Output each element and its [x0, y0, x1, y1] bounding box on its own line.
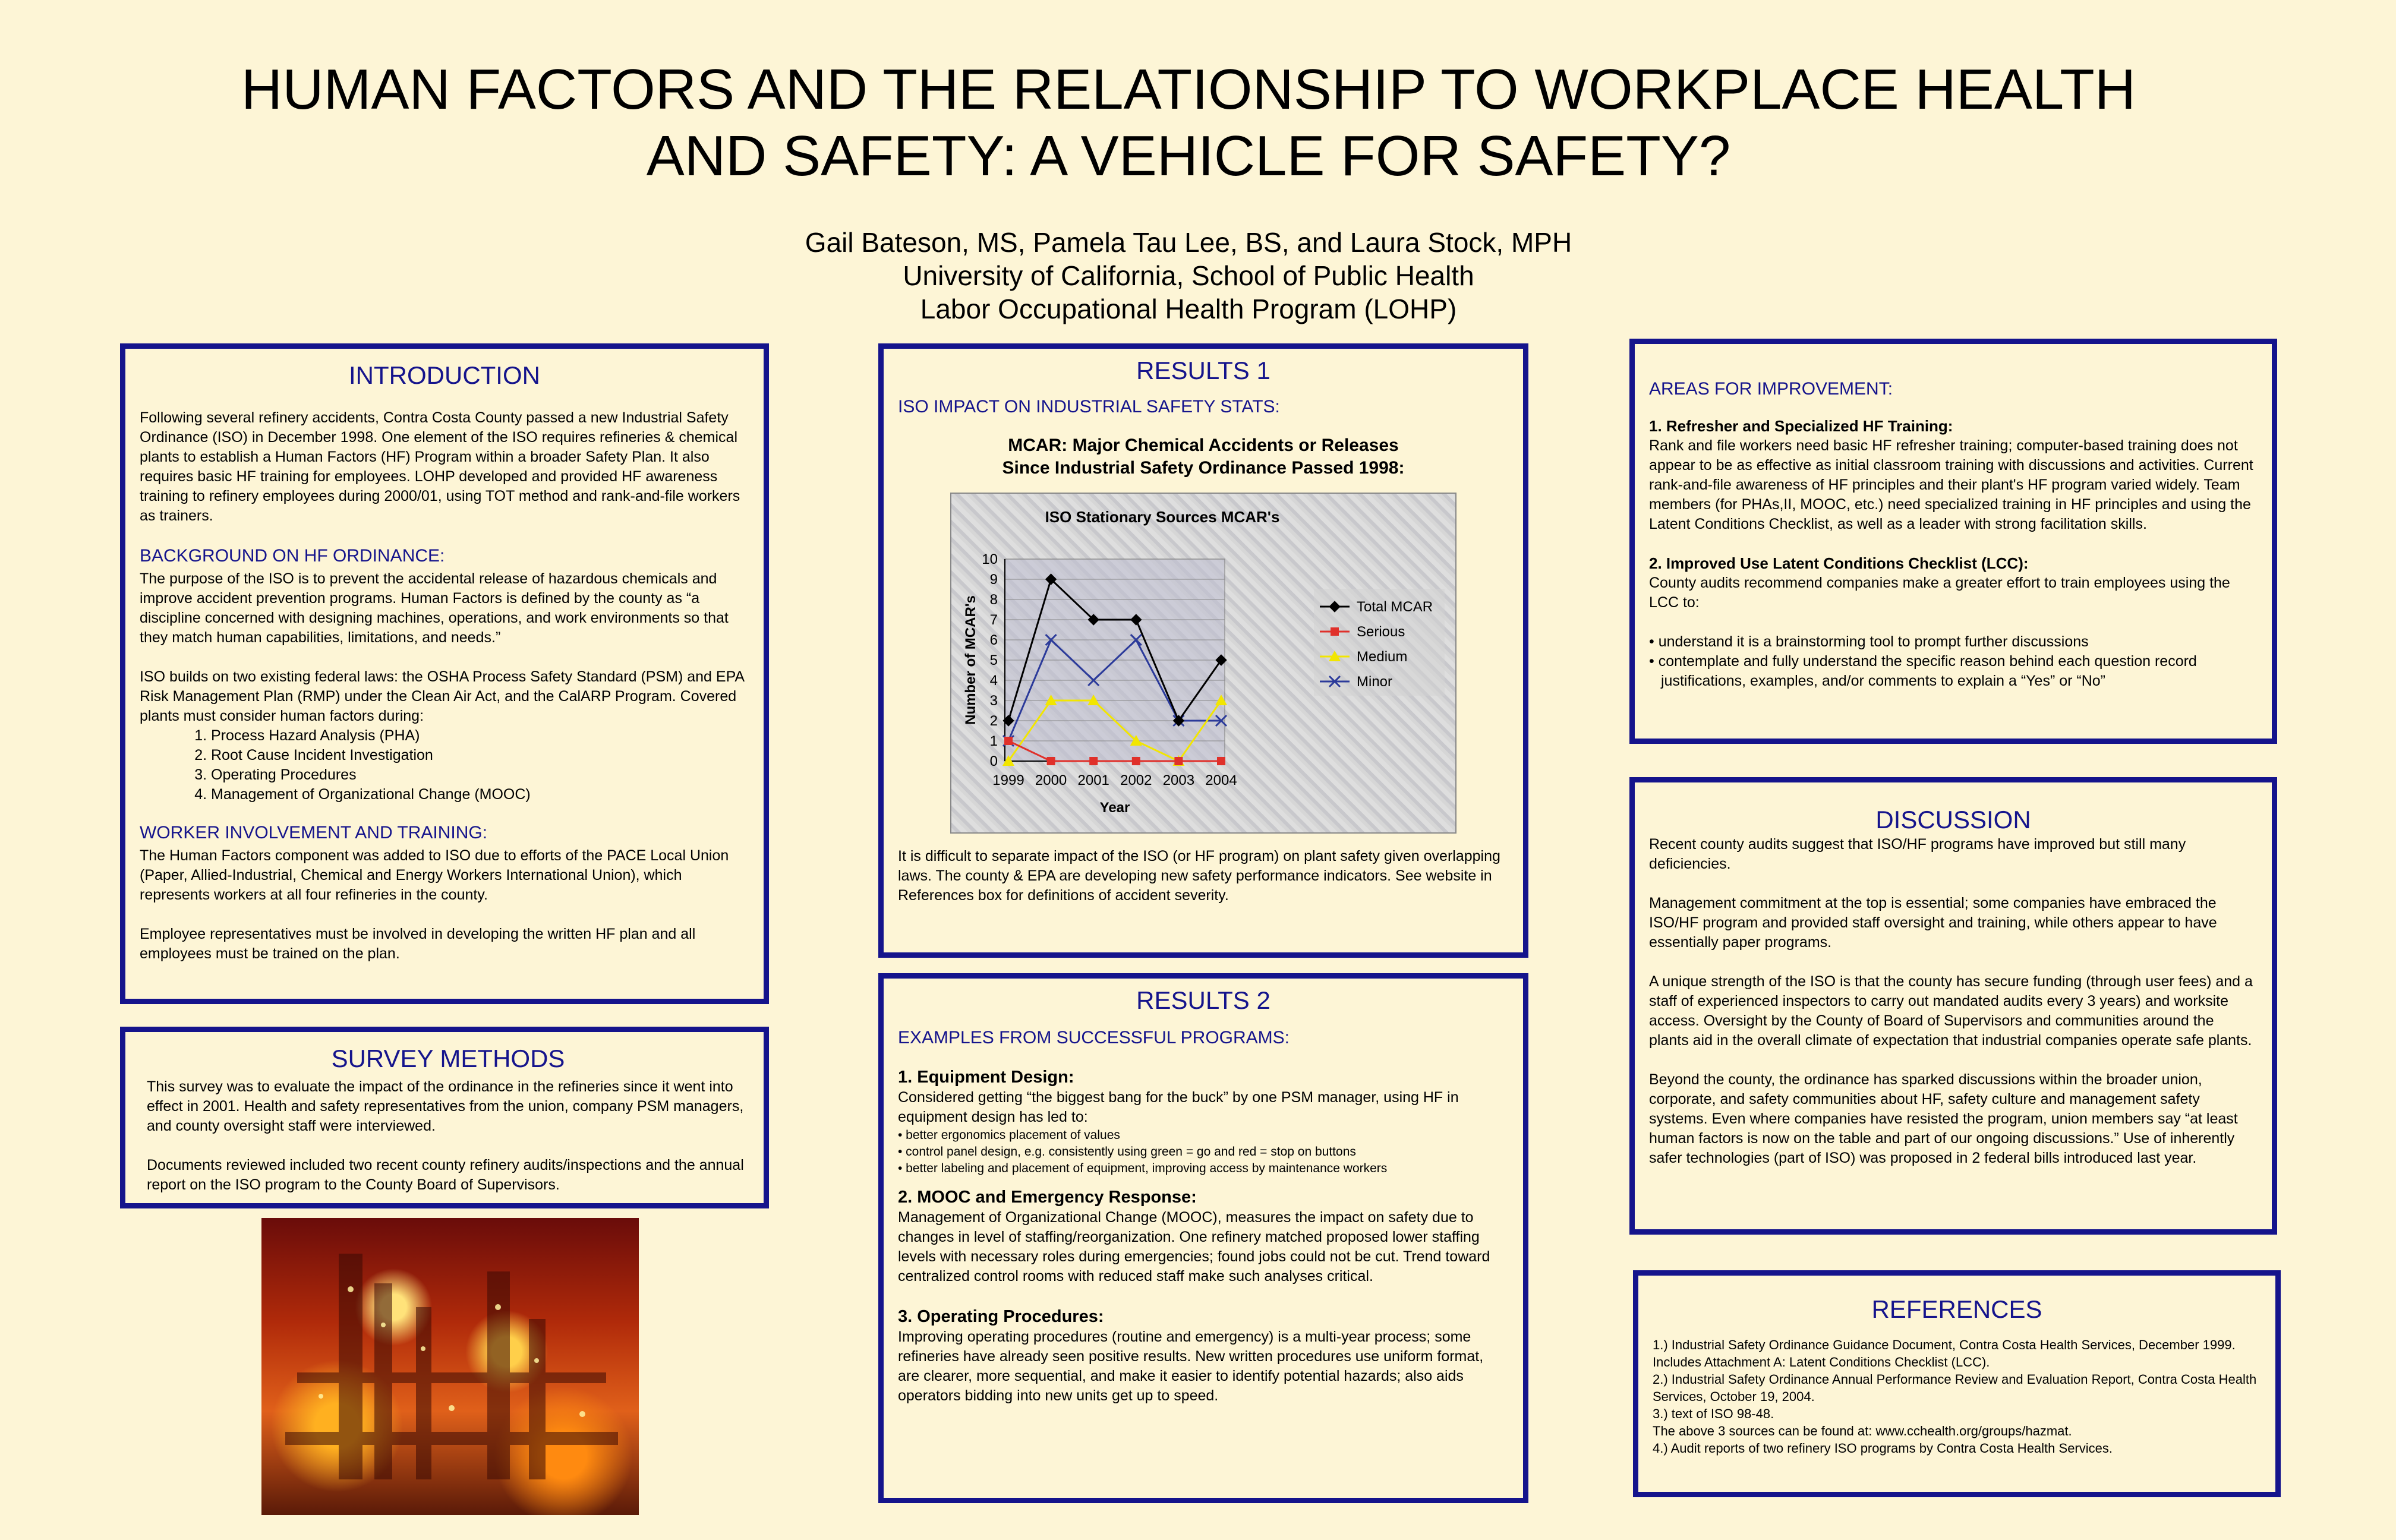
discussion-title: DISCUSSION [1875, 806, 2031, 834]
refinery-silhouette-icon [261, 1218, 639, 1515]
y-tick-label: 2 [989, 713, 998, 729]
list-item: • better labeling and placement of equipment, improving access by maintenance workers [898, 1162, 1388, 1175]
y-tick-label: 6 [989, 632, 998, 648]
refinery-photo [261, 1218, 639, 1515]
reference-2: 2.) Industrial Safety Ordinance Annual Performance Review and Evaluation Report, Contra Costa Health Services, October 19, 2004. [1653, 1372, 2257, 1404]
data-point-serious [1004, 737, 1013, 745]
reference-4: 4.) Audit reports of two refinery ISO programs by Contra Costa Health Services. [1653, 1441, 2113, 1456]
operating-procedures-text: Improving operating procedures (routine and emergency) is a multi-year process; some refineries have already seen positive results. New written procedures use uniform format, are clearer, more sequential, and make it easier to identify potential hazards; also aids operators bidding into new units get up to speed. [898, 1328, 1484, 1404]
affiliation-2: Labor Occupational Health Program (LOHP) [920, 294, 1457, 324]
title-line-2: AND SAFETY: A VEHICLE FOR SAFETY? [646, 124, 1731, 188]
y-tick-label: 5 [989, 652, 998, 668]
legend-label: Medium [1357, 649, 1408, 665]
legend-label: Serious [1357, 624, 1405, 640]
chart-heading [898, 434, 1509, 479]
results2-subheading: EXAMPLES FROM SUCCESSFUL PROGRAMS: [898, 1028, 1290, 1047]
introduction-title: INTRODUCTION [349, 361, 540, 389]
list-item: 1. Process Hazard Analysis (PHA) [211, 726, 749, 746]
x-tick-label: 1999 [992, 772, 1024, 788]
discussion-para-1: Recent county audits suggest that ISO/HF programs have improved but still many deficiencies. [1649, 836, 2186, 872]
chart-area [950, 493, 1456, 834]
data-point-serious [1174, 757, 1183, 765]
chart-heading-line-2: Since Industrial Safety Ordinance Passed 1998: [1002, 458, 1405, 478]
authors: Gail Bateson, MS, Pamela Tau Lee, BS, and Laura Stock, MPH [805, 227, 1572, 258]
survey-para-1: This survey was to evaluate the impact of the ordinance in the refineries since it went into effect in 2001. Health and safety representatives from the union, company PSM managers, and county oversight staff were interviewed. [147, 1078, 744, 1134]
author-block [594, 226, 1783, 326]
discussion-panel [1629, 777, 2277, 1235]
survey-panel [120, 1027, 769, 1208]
y-tick-label: 10 [982, 551, 998, 567]
improvement-title: AREAS FOR IMPROVEMENT: [1649, 379, 1893, 399]
y-tick-label: 8 [989, 592, 998, 608]
legend-label: Minor [1357, 674, 1393, 690]
results1-panel [878, 343, 1528, 958]
x-tick-label: 2002 [1120, 772, 1152, 788]
reference-1: 1.) Industrial Safety Ordinance Guidance Document, Contra Costa Health Services, December 1999. Includes Attachment A: Latent Conditions Checklist (LCC). [1653, 1337, 2236, 1369]
x-tick-label: 2004 [1205, 772, 1237, 788]
reference-sources-note: The above 3 sources can be found at: www.cchealth.org/groups/hazmat. [1653, 1424, 2072, 1438]
operating-procedures-heading: 3. Operating Procedures: [898, 1307, 1104, 1326]
lcc-text: County audits recommend companies make a greater effort to train employees using the LCC to: [1649, 575, 2230, 611]
discussion-para-4: Beyond the county, the ordinance has sparked discussions within the broader union, corporate, and safety communities about HF, safety culture and management safety systems. Even where companies have resisted the program, union members say “at least human factors is now on the table and part of our ongoing discussions.” Use of inherently safer technologies (part of ISO) was proposed in 2 federal bills introduced last year. [1649, 1071, 2238, 1166]
y-tick-label: 9 [989, 572, 998, 588]
legend-marker [1331, 627, 1339, 636]
y-tick-label: 0 [989, 753, 998, 769]
discussion-para-2: Management commitment at the top is essential; some companies have embraced the ISO/HF program and provided staff oversight and training, while others appear to have essentially paper programs. [1649, 895, 2217, 951]
equipment-design-text: Considered getting “the biggest bang for the buck” by one PSM manager, using HF in equipment design has led to: [898, 1089, 1459, 1125]
references-panel [1633, 1270, 2281, 1497]
list-item: • contemplate and fully understand the specific reason behind each question record justifications, examples, and/or comments to explain a “Yes” or “No” [1649, 653, 2197, 689]
data-point-serious [1217, 757, 1225, 765]
reference-3: 3.) text of ISO 98-48. [1653, 1406, 1774, 1421]
y-tick-label: 3 [989, 693, 998, 709]
worker-heading: WORKER INVOLVEMENT AND TRAINING: [140, 823, 488, 842]
y-axis-label: Number of MCAR's [963, 595, 979, 725]
list-item: • better ergonomics placement of values [898, 1128, 1120, 1142]
results2-panel [878, 973, 1528, 1503]
x-tick-label: 2000 [1035, 772, 1067, 788]
survey-title: SURVEY METHODS [331, 1044, 565, 1072]
data-point-serious [1132, 757, 1140, 765]
chart-title: ISO Stationary Sources MCAR's [1045, 508, 1280, 526]
mcar-line-chart [951, 494, 1455, 832]
introduction-para-3: ISO builds on two existing federal laws: the OSHA Process Safety Standard (PSM) and EPA Risk Management Plan (RMP) under the Clean Air Act, and the CalARP Program. Covered plants must consider human factors during: [140, 668, 744, 724]
title-line-1: HUMAN FACTORS AND THE RELATIONSHIP TO WORKPLACE HEALTH [241, 58, 2136, 121]
poster-title [119, 56, 2258, 190]
list-item: 2. Root Cause Incident Investigation [211, 746, 749, 765]
lcc-heading: 2. Improved Use Latent Conditions Checklist (LCC): [1649, 554, 2029, 572]
equipment-bullets [898, 1127, 1509, 1177]
legend-label: Total MCAR [1357, 599, 1433, 615]
introduction-panel [120, 343, 769, 1004]
introduction-para-1: Following several refinery accidents, Contra Costa County passed a new Industrial Safety Ordinance (ISO) in December 1998. One element of the ISO requires refineries & chemical plants to establish a Human Factors (HF) Program within a broader Safety Plan. It also requires basic HF training for employees. LOHP developed and provided HF awareness training to refinery employees during 2000/01, using TOT method and rank-and-file workers as trainers. [140, 409, 740, 524]
hf-list [140, 726, 749, 804]
mooc-heading: 2. MOOC and Emergency Response: [898, 1188, 1197, 1207]
list-item: 4. Management of Organizational Change (MOOC) [211, 785, 749, 804]
background-heading: BACKGROUND ON HF ORDINANCE: [140, 546, 445, 566]
survey-para-2: Documents reviewed included two recent county refinery audits/inspections and the annual report on the ISO program to the County Board of Supervisors. [147, 1157, 744, 1193]
results2-title: RESULTS 2 [1136, 986, 1270, 1014]
refresher-text: Rank and file workers need basic HF refresher training; computer-based training does not appear to be as effective as initial classroom training with discussions and activities. Current rank-and-file awareness of HF principles and their plant's HF program varied widely. Team members (for PHAs,II, MOOC, etc.) need specialized training in HF principles and using the Latent Conditions Checklist, as well as a leader with strong facilitation skills. [1649, 437, 2253, 532]
x-axis-label: Year [1099, 800, 1130, 816]
data-point-serious [1089, 757, 1098, 765]
y-tick-label: 1 [989, 733, 998, 749]
y-tick-label: 7 [989, 612, 998, 628]
introduction-para-5: Employee representatives must be involved in developing the written HF plan and all employees must be trained on the plan. [140, 926, 696, 962]
introduction-para-4: The Human Factors component was added to ISO due to efforts of the PACE Local Union (Paper, Allied-Industrial, Chemical and Energy Workers International Union), which represents workers at all four refineries in the county. [140, 847, 729, 903]
chart-heading-line-1: MCAR: Major Chemical Accidents or Releases [1008, 436, 1399, 455]
y-tick-label: 4 [989, 673, 998, 689]
x-tick-label: 2001 [1077, 772, 1109, 788]
data-point-serious [1047, 757, 1055, 765]
refresher-heading: 1. Refresher and Specialized HF Training: [1649, 417, 1953, 435]
discussion-para-3: A unique strength of the ISO is that the county has secure funding (through user fees) and a staff of experienced inspectors to carry out mandated audits every 3 years) and worksite access. Oversight by the County of Board of Supervisors and communities around the plants aid in the overall climate of expectation that industrial companies operate safe plants. [1649, 973, 2253, 1049]
affiliation-1: University of California, School of Public Health [903, 260, 1474, 291]
references-title: REFERENCES [1871, 1295, 2042, 1323]
list-item: 3. Operating Procedures [211, 765, 749, 785]
lcc-bullets [1649, 632, 2258, 691]
equipment-design-heading: 1. Equipment Design: [898, 1068, 1074, 1087]
introduction-para-2: The purpose of the ISO is to prevent the accidental release of hazardous chemicals and improve accident prevention programs. Human Factors is defined by the county as “a discipline concerned with designing machines, operations, and work environments so that they match human capabilities, limitations, and needs.” [140, 570, 729, 646]
improvement-panel [1629, 339, 2277, 744]
results1-title: RESULTS 1 [1136, 356, 1270, 384]
results1-note: It is difficult to separate impact of the ISO (or HF program) on plant safety given overlapping laws. The county & EPA are developing new safety performance indicators. See website in References box for definitions of accident severity. [898, 848, 1500, 904]
mooc-text: Management of Organizational Change (MOOC), measures the impact on safety due to changes in level of staffing/reorganization. One refinery matched proposed lower staffing levels with necessary roles during emergencies; found jobs could not be cut. Trend toward centralized control rooms with reduced staff make such analyses critical. [898, 1209, 1490, 1285]
results1-subheading: ISO IMPACT ON INDUSTRIAL SAFETY STATS: [898, 397, 1280, 416]
x-tick-label: 2003 [1162, 772, 1195, 788]
list-item: • control panel design, e.g. consistently using green = go and red = stop on buttons [898, 1145, 1356, 1159]
list-item: • understand it is a brainstorming tool to prompt further discussions [1649, 633, 2089, 650]
